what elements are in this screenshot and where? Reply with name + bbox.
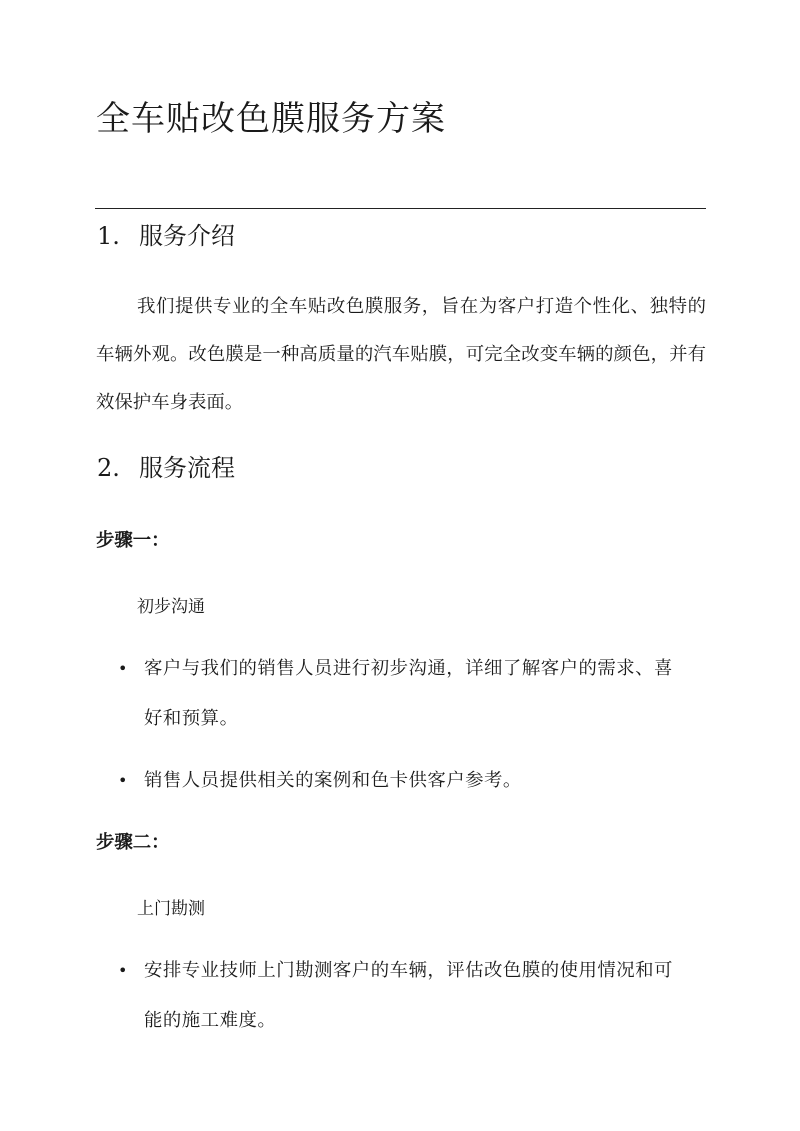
section-number: 2.	[97, 454, 120, 482]
step-one-name: 初步沟通	[137, 597, 205, 617]
section-number: 1.	[97, 222, 120, 250]
step-two-label: 步骤二：	[96, 832, 170, 853]
section-heading-text: 服务流程	[139, 454, 235, 482]
section-heading-service-intro	[97, 219, 235, 253]
step-one-label: 步骤一：	[96, 530, 170, 551]
bullet-icon: •	[118, 771, 128, 790]
title-divider	[95, 208, 706, 209]
service-intro-paragraph: 我们提供专业的全车贴改色膜服务，旨在为客户打造个性化、独特的车辆外观。改色膜是一种高质量的汽车贴膜，可完全改变车辆的颜色，并有效保护车身表面。	[96, 296, 706, 413]
section-heading-text: 服务介绍	[139, 222, 235, 250]
section-heading-service-process	[97, 451, 235, 485]
step-two-name: 上门勘测	[137, 899, 205, 919]
bullet-icon: •	[118, 961, 128, 980]
list-item-text: 销售人员提供相关的案例和色卡供客户参考。	[144, 770, 522, 791]
page-title: 全车贴改色膜服务方案	[96, 99, 446, 139]
bullet-icon: •	[118, 659, 128, 678]
list-item	[118, 946, 688, 1046]
list-item	[118, 644, 688, 744]
list-item	[118, 756, 688, 806]
list-item-text: 安排专业技师上门勘测客户的车辆，评估改色膜的使用情况和可能的施工难度。	[144, 960, 673, 1031]
list-item-text: 客户与我们的销售人员进行初步沟通，详细了解客户的需求、喜好和预算。	[144, 658, 673, 729]
